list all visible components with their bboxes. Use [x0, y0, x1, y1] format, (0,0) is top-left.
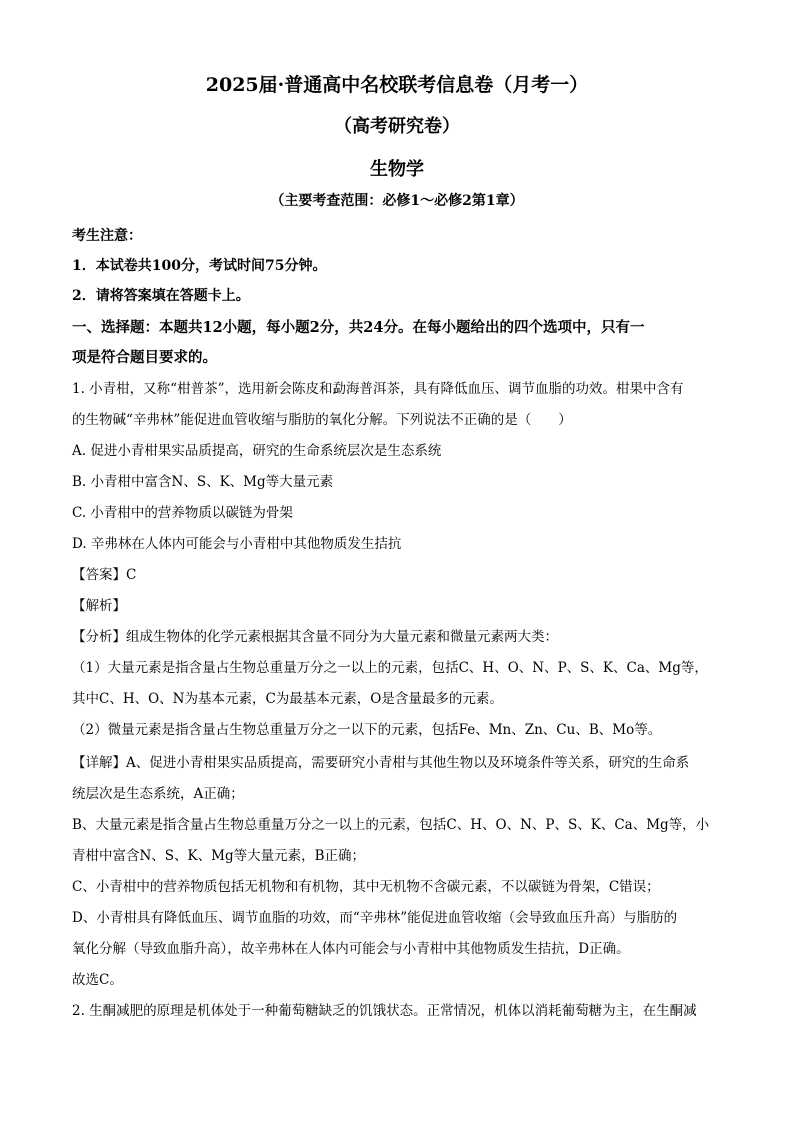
question-1-option-c: C. 小青柑中的营养物质以碳链为骨架: [72, 505, 293, 521]
exam-title: 2025届·普通高中名校联考信息卷（月考一）: [205, 74, 589, 96]
analysis-label: 【解析】: [72, 598, 126, 614]
question-1-stem-line-2: 的生物碱“辛弗林”能促进血管收缩与脂肪的氧化分解。下列说法不正确的是（ ）: [72, 412, 572, 428]
detail-c-line-1: C、小青柑中的营养物质包括无机物和有机物，其中无机物不含碳元素，不以碳链为骨架，C错误；: [72, 879, 660, 895]
analysis-intro: 【分析】组成生物体的化学元素根据其含量不同分为大量元素和微量元素两大类：: [72, 629, 558, 645]
detail-b-line-1: B、大量元素是指含量占生物总重量万分之一以上的元素，包括C、H、O、N、P、S、K、Ca、Mg等，小: [72, 817, 710, 833]
section-heading-line-2: 项是符合题目要求的。: [72, 349, 217, 366]
detail-a-line-2: 统层次是生态系统，A正确；: [72, 786, 244, 802]
detail-b-line-2: 青柑中富含N、S、K、Mg等大量元素，B正确；: [72, 848, 366, 864]
analysis-point-1-line-2: 其中C、H、O、N为基本元素，C为最基本元素，O是含量最多的元素。: [72, 691, 503, 707]
notice-heading: 考生注意：: [72, 228, 142, 244]
question-2-stem-line-1: 2. 生酮减肥的原理是机体处于一种葡萄糖缺乏的饥饿状态。正常情况，机体以消耗葡萄糖为主，在生酮减: [72, 1003, 697, 1019]
detail-d-line-1: D、小青柑具有降低血压、调节血脂的功效，而“辛弗林”能促进血管收缩（会导致血压升高）与脂肪的: [72, 910, 678, 926]
analysis-point-2: （2）微量元素是指含量占生物总重量万分之一以下的元素，包括Fe、Mn、Zn、Cu、B、Mo等。: [72, 722, 662, 738]
analysis-point-1-line-1: （1）大量元素是指含量占生物总重量万分之一以上的元素，包括C、H、O、N、P、S、K、Ca、Mg等，: [72, 660, 708, 676]
notice-item-1: 1．本试卷共100分，考试时间75分钟。: [72, 258, 327, 274]
question-1-option-b: B. 小青柑中富含N、S、K、Mg等大量元素: [72, 474, 334, 490]
final-choice: 故选C。: [72, 972, 123, 988]
detail-a-line-1: 【详解】A、促进小青柑果实品质提高，需要研究小青柑与其他生物以及环境条件等关系，研究的生命系: [72, 755, 690, 771]
answer-label: 【答案】C: [72, 567, 137, 583]
question-1-option-d: D. 辛弗林在人体内可能会与小青柑中其他物质发生拮抗: [72, 536, 402, 552]
subject-title: 生物学: [370, 159, 424, 180]
question-1-stem-line-1: 1. 小青柑，又称“柑普茶”，选用新会陈皮和勐海普洱茶，具有降低血压、调节血脂的功效。柑果中含有: [72, 381, 684, 397]
exam-subtitle: （高考研究卷）: [334, 116, 460, 137]
exam-scope: （主要考查范围：必修1～必修2第1章）: [270, 193, 524, 209]
detail-d-line-2: 氧化分解（导致血脂升高），故辛弗林在人体内可能会与小青柑中其他物质发生拮抗，D正确。: [72, 941, 630, 957]
section-heading-line-1: 一、选择题：本题共12小题，每小题2分，共24分。在每小题给出的四个选项中，只有一: [72, 319, 645, 336]
notice-item-2: 2．请将答案填在答题卡上。: [72, 288, 250, 304]
question-1-option-a: A. 促进小青柑果实品质提高，研究的生命系统层次是生态系统: [72, 443, 442, 459]
